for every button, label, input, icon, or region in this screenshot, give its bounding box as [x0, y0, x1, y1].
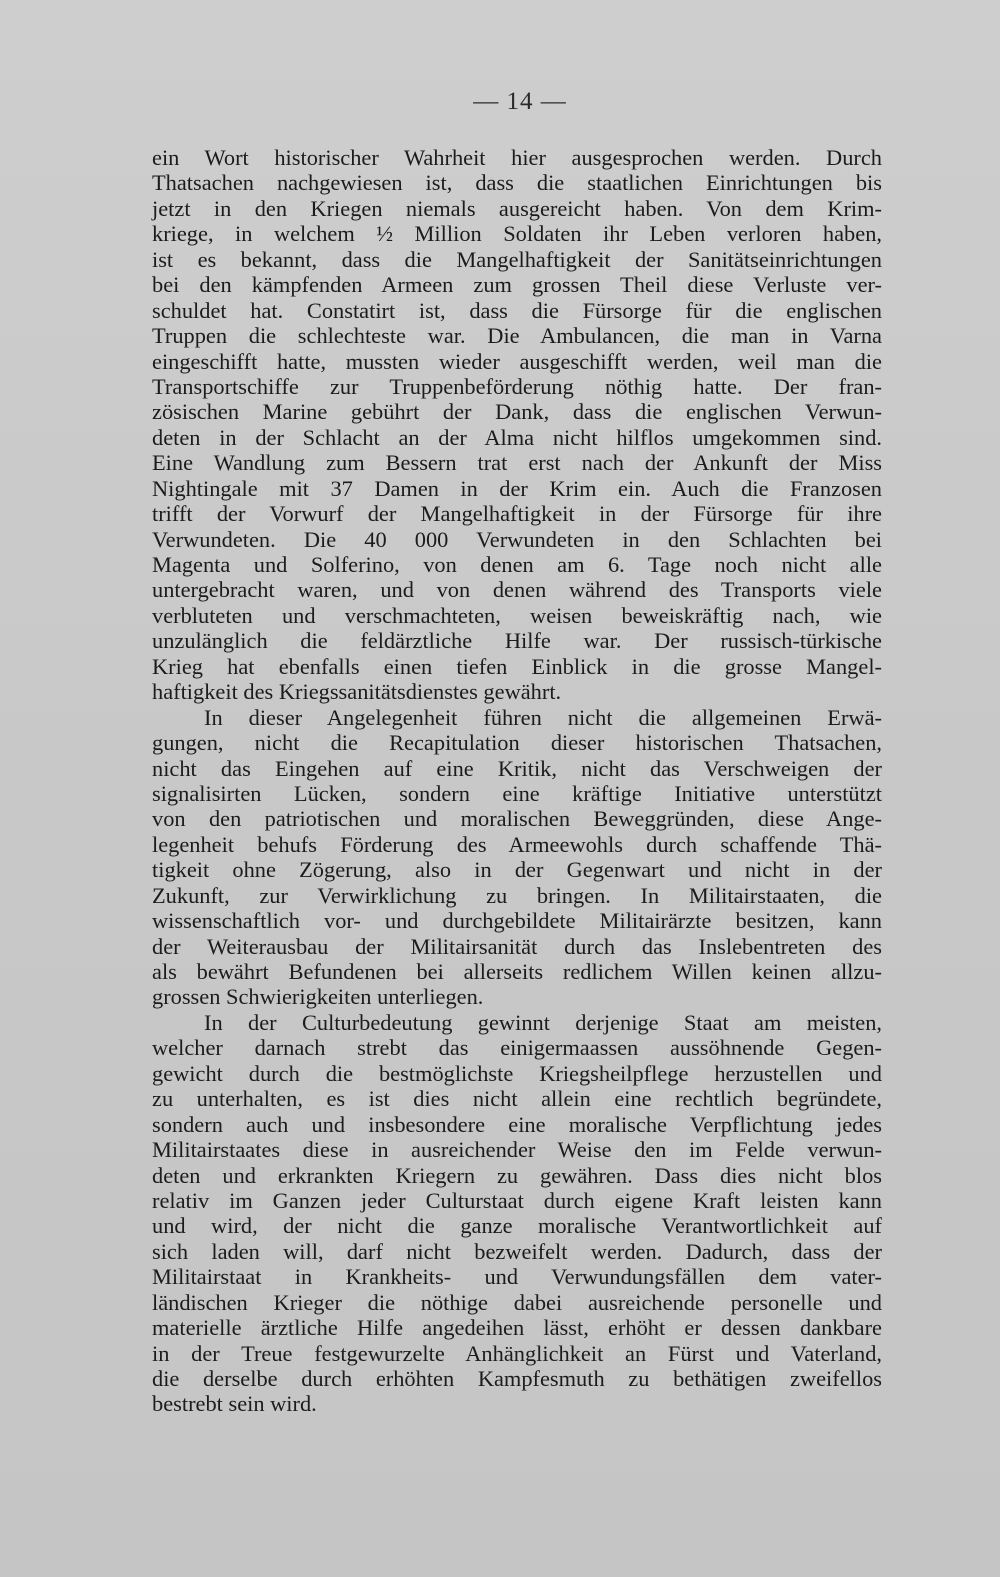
text-line: Eine Wandlung zum Bessern trat erst nach der Ankunft der Miss: [152, 450, 882, 476]
text-line: der Weiterausbau der Militairsanität durch das Inslebentreten des: [152, 933, 882, 959]
text-line: untergebracht waren, und von denen während des Transports viele: [152, 577, 882, 603]
text-line: in der Treue festgewurzelte Anhänglichkeit an Fürst und Vaterland,: [152, 1340, 882, 1366]
text-line: und wird, der nicht die ganze moralische Verantwortlichkeit auf: [152, 1213, 882, 1239]
text-line: Transportschiffe zur Truppenbeförderung nöthig hatte. Der fran-: [152, 373, 882, 399]
text-line: Truppen die schlechteste war. Die Ambulancen, die man in Varna: [152, 323, 882, 349]
text-line: ländischen Krieger die nöthige dabei ausreichende personelle und: [152, 1289, 882, 1315]
text-line: Magenta und Solferino, von denen am 6. Tage noch nicht alle: [152, 552, 882, 577]
text-line: nicht das Eingehen auf eine Kritik, nicht das Verschweigen der: [152, 755, 882, 781]
text-line: Zukunft, zur Verwirklichung zu bringen. In Militairstaaten, die: [152, 882, 882, 908]
text-line: signalisirten Lücken, sondern eine kräftige Initiative unterstützt: [152, 780, 882, 806]
text-line: legenheit behufs Förderung des Armeewohls durch schaffende Thä-: [152, 831, 882, 857]
text-line: von den patriotischen und moralischen Beweggründen, diese Ange-: [152, 806, 882, 832]
text-line: grossen Schwierigkeiten unterliegen.: [152, 984, 484, 1010]
text-line: Verwundeten. Die 40 000 Verwundeten in den Schlachten bei: [152, 526, 882, 552]
text-line: Krieg hat ebenfalls einen tiefen Einblick in die grosse Mangel-: [152, 653, 882, 679]
text-line: materielle ärztliche Hilfe angedeihen lässt, erhöht er dessen dankbare: [152, 1315, 882, 1341]
text-line: jetzt in den Kriegen niemals ausgereicht haben. Von dem Krim-: [152, 195, 882, 221]
text-line: sondern auch und insbesondere eine moralische Verpflichtung jedes: [152, 1111, 882, 1137]
text-line: relativ im Ganzen jeder Culturstaat durch eigene Kraft leisten kann: [152, 1187, 882, 1213]
text-line: wissenschaftlich vor- und durchgebildete Militairärzte besitzen, kann: [152, 908, 882, 934]
text-line: zösischen Marine gebührt der Dank, dass die englischen Verwun-: [152, 399, 882, 425]
text-line: In dieser Angelegenheit führen nicht die allgemeinen Erwä-: [204, 704, 882, 730]
text-line: sich laden will, darf nicht bezweifelt werden. Dadurch, dass der: [152, 1238, 882, 1264]
text-line: deten und erkrankten Kriegern zu gewähren. Dass dies nicht blos: [152, 1162, 882, 1188]
text-line: bestrebt sein wird.: [152, 1391, 317, 1417]
text-line: trifft der Vorwurf der Mangelhaftigkeit in der Fürsorge für ihre: [152, 501, 882, 527]
text-line: gewicht durch die bestmöglichste Kriegsheilpflege herzustellen und: [152, 1060, 882, 1086]
text-line: tigkeit ohne Zögerung, also in der Gegenwart und nicht in der: [152, 857, 882, 883]
text-line: ein Wort historischer Wahrheit hier ausgesprochen werden. Durch: [152, 145, 882, 170]
text-line: kriege, in welchem ½ Million Soldaten ihr Leben verloren haben,: [152, 221, 882, 247]
text-line: haftigkeit des Kriegssanitätsdienstes gewährt.: [152, 679, 562, 705]
text-line: deten in der Schlacht an der Alma nicht hilflos umgekommen sind.: [152, 424, 882, 450]
text-line: In der Culturbedeutung gewinnt derjenige Staat am meisten,: [204, 1009, 882, 1035]
text-line: ist es bekannt, dass die Mangelhaftigkeit der Sanitätseinrichtungen: [152, 246, 882, 272]
text-line: verbluteten und verschmachteten, weisen beweiskräftig nach, wie: [152, 602, 882, 628]
text-line: unzulänglich die feldärztliche Hilfe war. Der russisch-türkische: [152, 628, 882, 654]
text-line: welcher darnach strebt das einigermaassen aussöhnende Gegen-: [152, 1035, 882, 1061]
text-line: Militairstaat in Krankheits- und Verwundungsfällen dem vater-: [152, 1264, 882, 1290]
text-line: Thatsachen nachgewiesen ist, dass die staatlichen Einrichtungen bis: [152, 170, 882, 196]
body-text: [152, 145, 882, 1417]
text-line: als bewährt Befundenen bei allerseits redlichem Willen keinen allzu-: [152, 959, 882, 984]
text-line: schuldet hat. Constatirt ist, dass die Fürsorge für die englischen: [152, 297, 882, 323]
text-line: Nightingale mit 37 Damen in der Krim ein. Auch die Franzosen: [152, 475, 882, 501]
text-line: die derselbe durch erhöhten Kampfesmuth zu bethätigen zweifellos: [152, 1366, 882, 1391]
page-number: — 14 —: [473, 88, 567, 115]
text-line: eingeschifft hatte, mussten wieder ausgeschifft werden, weil man die: [152, 348, 882, 374]
text-line: zu unterhalten, es ist dies nicht allein eine rechtlich begründete,: [152, 1086, 882, 1112]
text-line: gungen, nicht die Recapitulation dieser historischen Thatsachen,: [152, 730, 882, 756]
text-line: bei den kämpfenden Armeen zum grossen Theil diese Verluste ver-: [152, 272, 882, 298]
text-line: Militairstaates diese in ausreichender Weise den im Felde verwun-: [152, 1137, 882, 1163]
